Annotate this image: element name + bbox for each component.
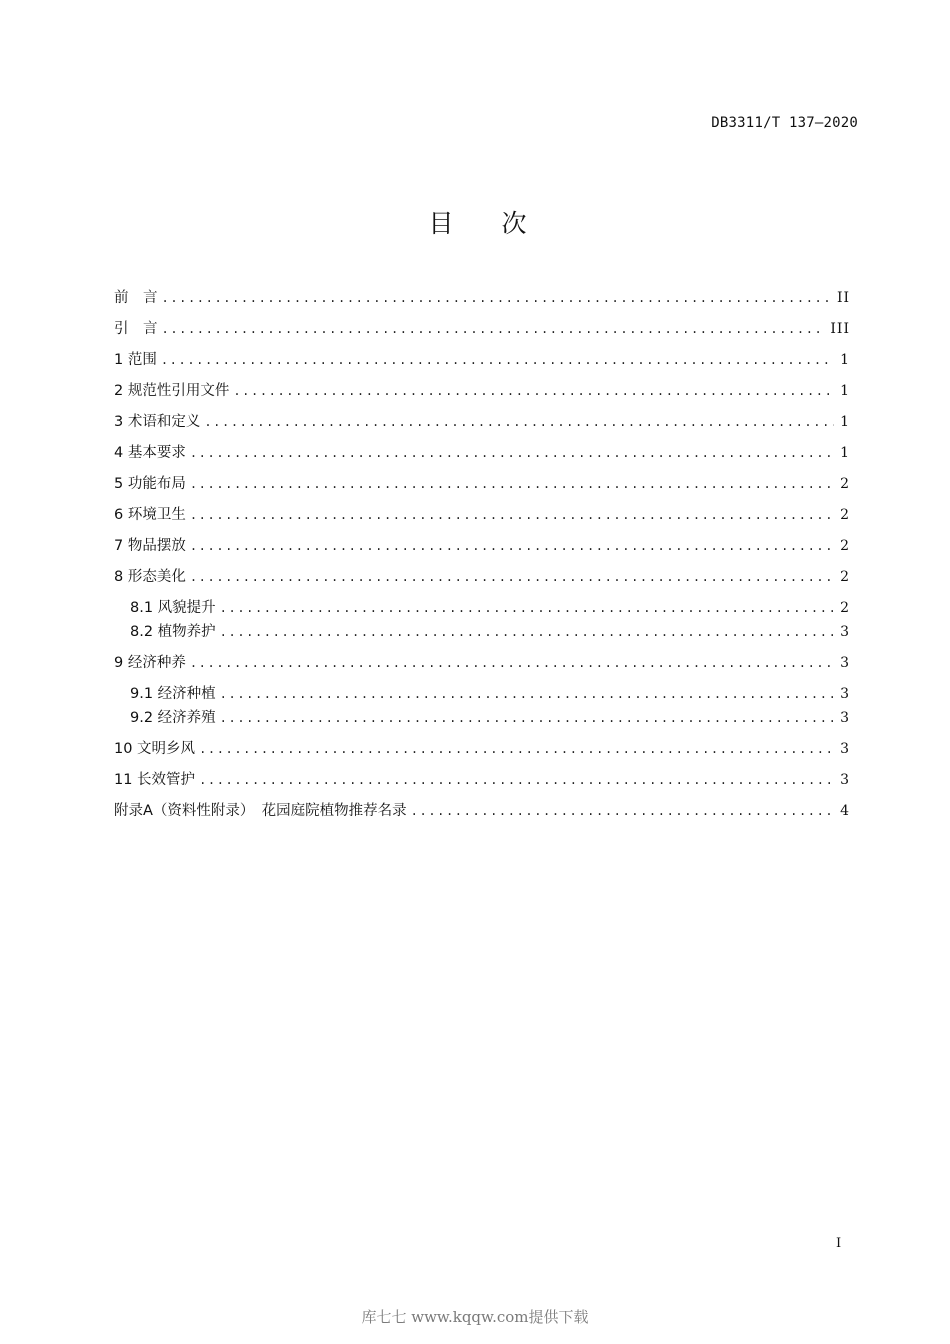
toc-entry-label: 5 功能布局 — [114, 476, 186, 492]
toc-entry-page: 1 — [840, 383, 850, 399]
toc-leader-dots — [199, 773, 834, 787]
toc-leader-dots — [411, 804, 834, 818]
toc-leader-dots — [161, 353, 834, 367]
toc-entry-label: 附录A（资料性附录） 花园庭院植物推荐名录 — [114, 803, 407, 819]
toc-entry-page: 1 — [840, 445, 850, 461]
toc-entry-basic-requirements[interactable] — [114, 441, 850, 472]
toc-entry-economic-farming[interactable] — [114, 651, 850, 682]
toc-leader-dots — [220, 625, 834, 639]
document-code: DB3311/T 137—2020 — [711, 115, 858, 131]
toc-entry-label: 9.2 经济养殖 — [130, 710, 216, 726]
toc-entry-page: 1 — [840, 352, 850, 368]
toc-entry-page: 3 — [840, 624, 850, 640]
toc-entry-label: 引 言 — [114, 321, 158, 337]
toc-entry-page: 2 — [840, 600, 850, 616]
toc-entry-label: 4 基本要求 — [114, 445, 186, 461]
toc-entry-page: 3 — [840, 741, 850, 757]
toc-entry-page: III — [830, 321, 850, 337]
toc-entry-label: 3 术语和定义 — [114, 414, 201, 430]
toc-entry-page: II — [836, 290, 850, 306]
toc-entry-page: 2 — [840, 569, 850, 585]
toc-entry-style-upgrade[interactable] — [114, 596, 850, 620]
toc-entry-page: 3 — [840, 710, 850, 726]
toc-leader-dots — [220, 601, 834, 615]
download-watermark: 库七七 www.kqqw.com提供下载 — [361, 1308, 589, 1326]
toc-leader-dots — [220, 711, 834, 725]
toc-entry-form-beautification[interactable] — [114, 565, 850, 596]
toc-entry-foreword[interactable] — [114, 286, 850, 317]
toc-entry-functional-layout[interactable] — [114, 472, 850, 503]
toc-leader-dots — [190, 656, 834, 670]
toc-entry-appendix-a[interactable] — [114, 799, 850, 830]
toc-entry-label: 1 范围 — [114, 352, 157, 368]
toc-entry-economic-breeding[interactable] — [114, 706, 850, 737]
toc-leader-dots — [190, 477, 834, 491]
toc-entry-introduction[interactable] — [114, 317, 850, 348]
toc-entry-label: 8.1 风貌提升 — [130, 600, 216, 616]
page-title: 目 次 — [428, 209, 547, 238]
toc-entry-label: 7 物品摆放 — [114, 538, 186, 554]
toc-entry-page: 2 — [840, 476, 850, 492]
toc-leader-dots — [220, 687, 834, 701]
page-number: I — [836, 1236, 842, 1251]
table-of-contents — [114, 286, 850, 830]
toc-entry-label: 2 规范性引用文件 — [114, 383, 230, 399]
toc-entry-page: 3 — [840, 772, 850, 788]
toc-leader-dots — [233, 384, 834, 398]
toc-entry-page: 1 — [840, 414, 850, 430]
toc-entry-long-term-management[interactable] — [114, 768, 850, 799]
toc-leader-dots — [190, 508, 834, 522]
toc-entry-label: 9.1 经济种植 — [130, 686, 216, 702]
toc-entry-page: 3 — [840, 686, 850, 702]
toc-entry-normative-references[interactable] — [114, 379, 850, 410]
toc-entry-label: 11 长效管护 — [114, 772, 196, 788]
toc-entry-item-placement[interactable] — [114, 534, 850, 565]
toc-entry-civilized-customs[interactable] — [114, 737, 850, 768]
toc-entry-economic-planting[interactable] — [114, 682, 850, 706]
toc-entry-label: 9 经济种养 — [114, 655, 186, 671]
toc-entry-page: 2 — [840, 507, 850, 523]
toc-entry-label: 10 文明乡风 — [114, 741, 196, 757]
toc-entry-page: 4 — [840, 803, 850, 819]
toc-entry-label: 8 形态美化 — [114, 569, 186, 585]
toc-entry-terms-definitions[interactable] — [114, 410, 850, 441]
toc-leader-dots — [190, 539, 834, 553]
toc-leader-dots — [162, 322, 825, 336]
toc-entry-label: 8.2 植物养护 — [130, 624, 216, 640]
toc-entry-environmental-hygiene[interactable] — [114, 503, 850, 534]
toc-entry-label: 6 环境卫生 — [114, 507, 186, 523]
toc-entry-label: 前 言 — [114, 290, 158, 306]
toc-leader-dots — [199, 742, 834, 756]
toc-leader-dots — [162, 291, 831, 305]
toc-entry-page: 3 — [840, 655, 850, 671]
toc-entry-page: 2 — [840, 538, 850, 554]
toc-leader-dots — [204, 415, 834, 429]
toc-entry-scope[interactable] — [114, 348, 850, 379]
toc-entry-plant-maintenance[interactable] — [114, 620, 850, 651]
toc-leader-dots — [190, 446, 834, 460]
toc-leader-dots — [190, 570, 834, 584]
